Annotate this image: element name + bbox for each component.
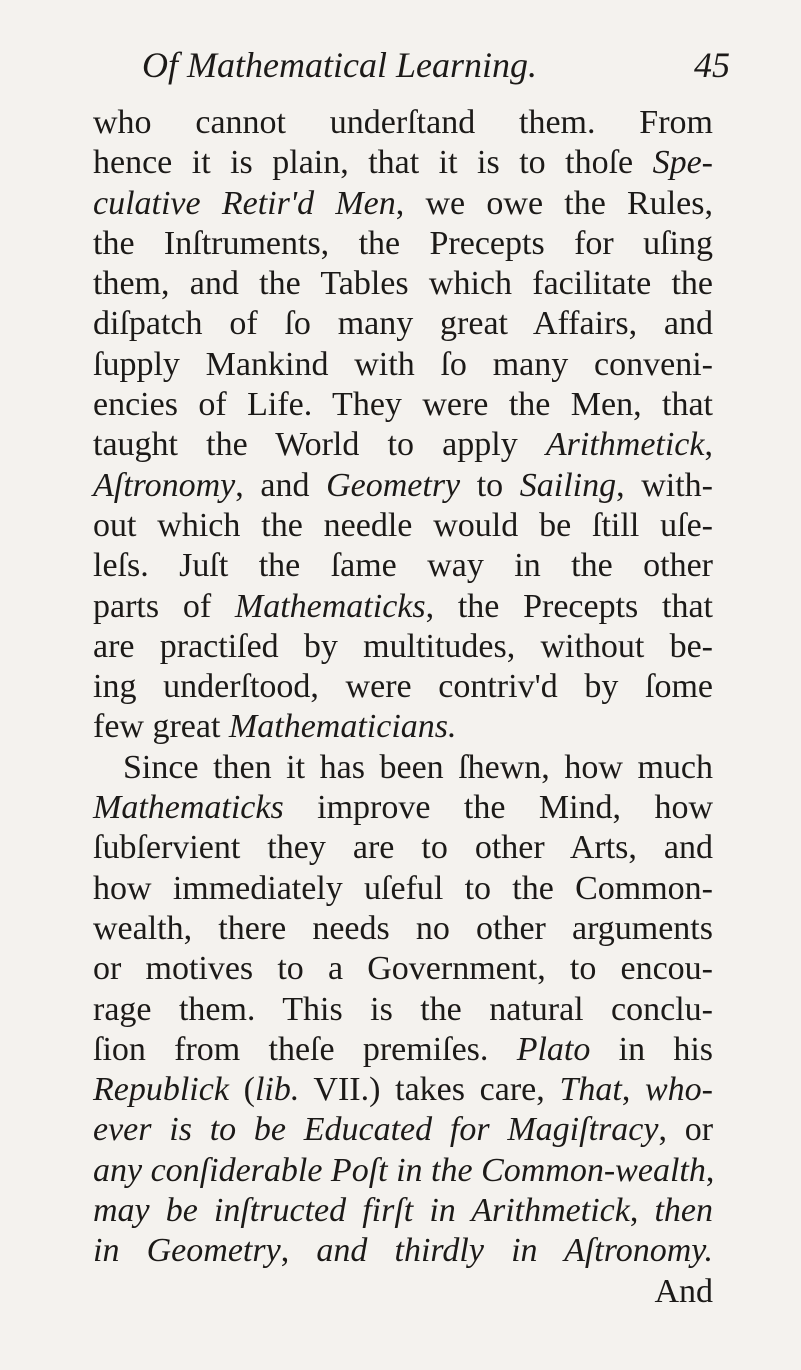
- text-line: diſpatch of ſo many great Affairs, and: [93, 305, 713, 343]
- text-line: wealth, there needs no other arguments: [93, 909, 713, 947]
- catchword: And: [654, 1272, 713, 1310]
- text-line: ſion from theſe premiſes. Plato in his: [93, 1030, 714, 1068]
- text-line: Mathematicks improve the Mind, how: [93, 789, 713, 827]
- text-line: few great Mathematicians.: [93, 708, 457, 746]
- text-line: or motives to a Government, to encou-: [93, 950, 713, 988]
- text-line: culative Retir'd Men, we owe the Rules,: [93, 184, 713, 222]
- text-line: are practiſed by multitudes, without be-: [93, 627, 713, 665]
- text-line: the Inſtruments, the Precepts for uſing: [93, 224, 713, 262]
- text-line: ſupply Mankind with ſo many conveni-: [93, 345, 713, 383]
- text-line: ſubſervient they are to other Arts, and: [93, 829, 713, 867]
- running-head: [0, 44, 801, 94]
- text-line: any conſiderable Poſt in the Common-wealth,: [93, 1151, 715, 1189]
- text-line: rage them. This is the natural conclu-: [93, 990, 713, 1028]
- text-line: in Geometry, and thirdly in Aſtronomy.: [93, 1232, 713, 1270]
- text-line: hence it is plain, that it is to thoſe Spe-: [93, 144, 713, 182]
- text-line: Since then it has been ſhewn, how much: [123, 748, 713, 786]
- text-line: who cannot underſtand them. From: [93, 104, 713, 141]
- text-line: leſs. Juſt the ſame way in the other: [93, 547, 713, 585]
- text-line: Republick (lib. VII.) takes care, That, who-: [93, 1071, 713, 1109]
- text-line: encies of Life. They were the Men, that: [93, 386, 713, 424]
- text-line: how immediately uſeful to the Common-: [93, 869, 713, 907]
- running-title: Of Mathematical Learning.: [142, 45, 537, 85]
- text-line: Aſtronomy, and Geometry to Sailing, with-: [93, 466, 713, 504]
- text-line: ever is to be Educated for Magiſtracy, or: [93, 1111, 714, 1149]
- body-text: [93, 103, 713, 1312]
- text-line: them, and the Tables which facilitate the: [93, 265, 713, 303]
- text-line: may be inſtructed firſt in Arithmetick, then: [93, 1192, 713, 1230]
- text-line: ing underſtood, were contriv'd by ſome: [93, 668, 713, 706]
- page-number: 45: [694, 45, 730, 85]
- text-line: parts of Mathematicks, the Precepts that: [93, 587, 714, 625]
- text-line: taught the World to apply Arithmetick,: [93, 426, 713, 464]
- text-line: out which the needle would be ſtill uſe-: [93, 506, 713, 544]
